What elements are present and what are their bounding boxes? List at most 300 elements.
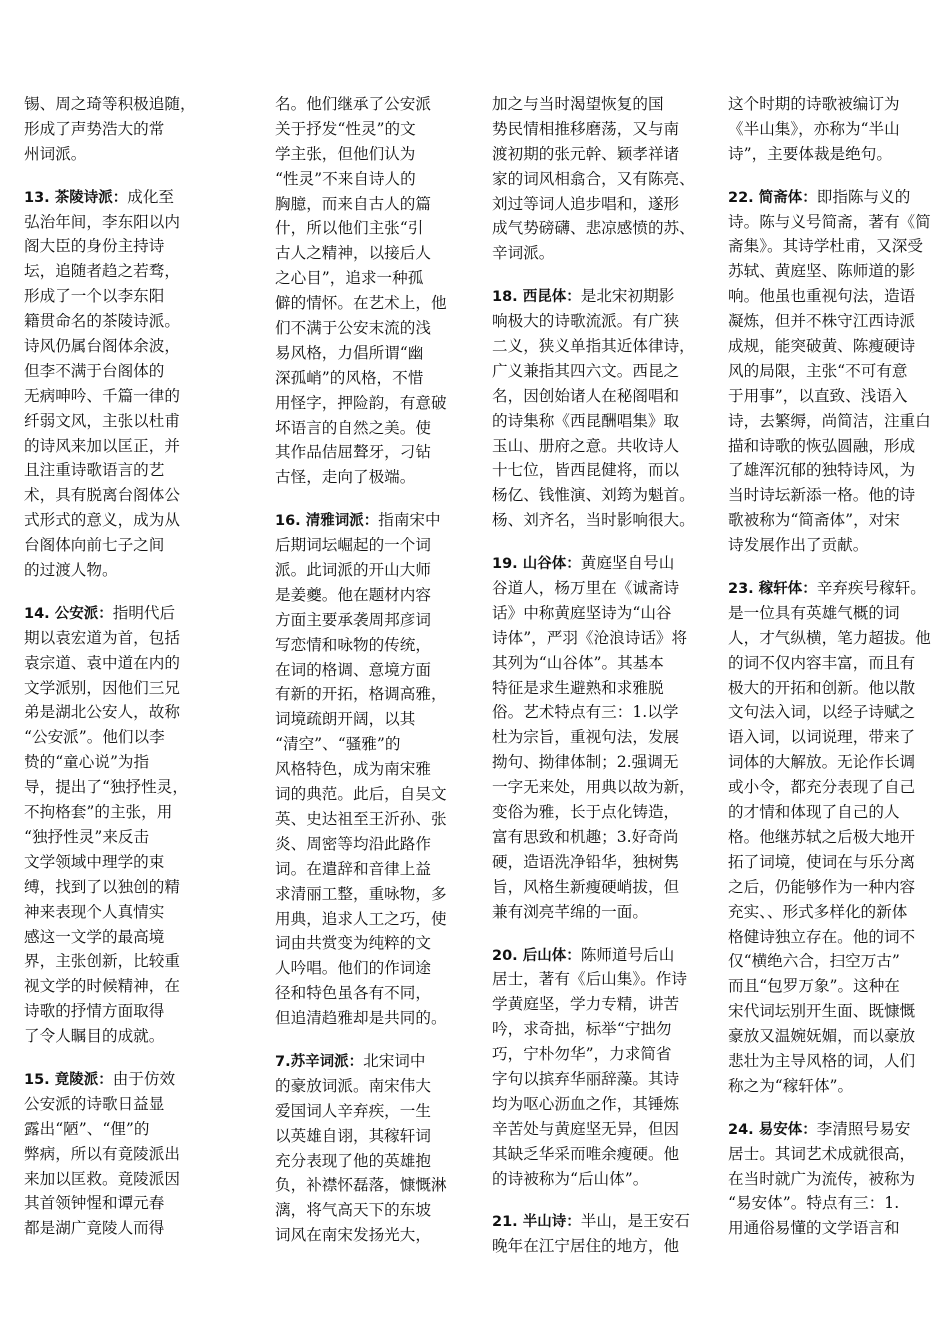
line-text: 阁大臣的身份主持诗: [24, 237, 165, 256]
line-text: 式形式的意义，成为从: [24, 511, 180, 530]
text-line: [24, 142, 200, 167]
text-line: [275, 366, 455, 391]
text-line: [728, 700, 931, 725]
entry-title: 21. 半山诗：: [492, 1214, 581, 1231]
line-text: 胸臆，而来自古人的篇: [275, 194, 431, 213]
text-line: [492, 1092, 704, 1117]
text-line: [275, 658, 455, 683]
line-text: 家的词风相翕合，又有陈亮、: [492, 169, 695, 188]
text-line: [492, 409, 704, 434]
line-text: 坏语言的自然之美。使: [275, 418, 431, 437]
line-text: 宋代词坛别开生面、既慷慨: [728, 1002, 916, 1021]
text-line: [492, 1117, 704, 1142]
text-line: [24, 309, 200, 334]
text-line: [275, 1099, 455, 1124]
text-line: [492, 1017, 704, 1042]
line-text: 人吟唱。他们的作词途: [275, 959, 431, 978]
text-line: [275, 508, 455, 533]
text-line: [728, 676, 931, 701]
line-text: 负，补襟怀磊落，慷慨淋: [275, 1176, 447, 1195]
line-text: “公安派”。他们以李: [24, 728, 165, 747]
text-line: [728, 725, 931, 750]
line-text: 人，才气纵横，笔力超拔。他: [728, 628, 931, 647]
glossary-entry: [275, 508, 455, 1031]
line-text: 公安派的诗歌日益显: [24, 1094, 165, 1113]
line-text: 语入词，以词说理，带来了: [728, 728, 916, 747]
text-line: [275, 583, 455, 608]
text-line: [492, 458, 704, 483]
text-line: [728, 117, 931, 142]
text-line: [728, 1049, 931, 1074]
text-line: [275, 316, 455, 341]
line-text: 的诗被称为“后山体”。: [492, 1169, 649, 1188]
line-text: 深孤峭”的风格，不惜: [275, 368, 424, 387]
line-text: 诗”，主要体裁是绝句。: [728, 144, 892, 163]
glossary-entry: [492, 551, 704, 924]
line-text: 悲壮为主导风格的词，人们: [728, 1051, 916, 1070]
line-text: 缚，找到了以独创的精: [24, 877, 180, 896]
text-line: [275, 1223, 455, 1248]
line-text: 神来表现个人真情实: [24, 902, 165, 921]
line-text: 加之与当时渴望恢复的国: [492, 95, 664, 113]
text-line: [728, 1024, 931, 1049]
line-text: 径和特色虽各有不同，: [275, 984, 431, 1003]
text-line: [24, 974, 200, 999]
text-line: [492, 943, 704, 968]
text-line: [275, 981, 455, 1006]
text-line: [275, 465, 455, 490]
entry-spacer: [492, 266, 704, 284]
text-line: [24, 651, 200, 676]
glossary-entry: [275, 1049, 455, 1248]
text-line: [24, 775, 200, 800]
line-text: 的豪放词派。南宋伟大: [275, 1076, 431, 1095]
line-text: 以英雄自诩，其稼轩词: [275, 1126, 431, 1145]
entry-spacer: [24, 167, 200, 185]
text-line: [275, 241, 455, 266]
line-text: 一字无来处，用典以故为新，: [492, 778, 695, 797]
line-text: 充实、、形式多样化的新体: [728, 902, 908, 921]
line-text: 成气势磅礴、悲凉感愤的苏、: [492, 219, 695, 238]
line-text: 杜为宗旨，重视句法，发展: [492, 728, 680, 747]
entry-title: 13. 茶陵诗派：: [24, 189, 128, 206]
entry-title: 22. 简斋体：: [728, 189, 817, 206]
line-text: 文句法入词，以经子诗赋之: [728, 703, 916, 722]
text-line: [728, 533, 931, 558]
line-text: “易安体”。特点有三：1.: [728, 1194, 900, 1213]
text-line: [275, 192, 455, 217]
line-text: 特征是求生避熟和求雅脱: [492, 678, 664, 697]
entry-spacer: [728, 558, 931, 576]
line-text: 辛苦处与黄庭坚无异，但因: [492, 1119, 680, 1138]
entry-title: 14. 公安派：: [24, 605, 113, 622]
line-text: 凝炼，但并不株守江西诗派: [728, 312, 916, 331]
text-line: [492, 192, 704, 217]
text-line: [728, 875, 931, 900]
text-line: [24, 234, 200, 259]
line-text: 词。在遣辞和音律上益: [275, 859, 431, 878]
line-text: 名，因创始诸人在秘阁唱和: [492, 386, 680, 405]
text-line: [492, 284, 704, 309]
line-text: 英、史达祖至王沂孙、张: [275, 809, 447, 828]
line-text: 台阁体向前七子之间: [24, 536, 165, 555]
line-text: 刘过等词人追步唱和，遂形: [492, 194, 680, 213]
line-text: 诗。陈与义号简斋，著有《简: [728, 212, 931, 231]
line-text: 用怪字，押险韵，有意破: [275, 393, 447, 412]
text-line: [275, 142, 455, 167]
line-text: 形成了一个以李东阳: [24, 287, 165, 306]
line-text: 术，具有脱离台阁体公: [24, 486, 180, 505]
text-line: [275, 956, 455, 981]
text-line: [275, 707, 455, 732]
line-text: 方面主要承袭周邦彦词: [275, 610, 431, 629]
line-text: 吟，求奇拙，标举“宁拙勿: [492, 1020, 672, 1039]
text-line: [275, 266, 455, 291]
text-line: [24, 1067, 200, 1092]
line-text: 豪放又温婉妩媚，而以豪放: [728, 1027, 916, 1046]
line-text: 拓了词境，使词在与乐分离: [728, 852, 916, 871]
entry-title: 20. 后山体：: [492, 947, 581, 964]
line-text: 其缺乏华采而唯余瘦硬。他: [492, 1144, 680, 1163]
line-text: 风的局限，主张“不可有意: [728, 361, 908, 380]
glossary-entry: [492, 284, 704, 533]
line-text: 谷道人，杨万里在《诚斋诗: [492, 579, 680, 598]
text-line: [492, 626, 704, 651]
text-line: [492, 483, 704, 508]
line-text: 即指陈与义的: [816, 187, 911, 206]
text-line: [24, 725, 200, 750]
line-text: “独抒性灵”来反击: [24, 827, 150, 846]
glossary-entry: [24, 92, 200, 167]
text-line: [24, 284, 200, 309]
text-line: [492, 700, 704, 725]
text-line: [728, 1216, 931, 1241]
line-text: 的才情和体现了自己的人: [728, 803, 900, 822]
line-text: 且注重诗歌语言的艺: [24, 461, 165, 480]
text-line: [728, 850, 931, 875]
text-line: [24, 334, 200, 359]
line-text: 文学领域中理学的束: [24, 852, 165, 871]
text-line: [728, 458, 931, 483]
entry-spacer: [728, 1099, 931, 1117]
text-line: [492, 825, 704, 850]
line-text: 词风在南宋发扬光大，: [275, 1226, 431, 1245]
entry-title: 18. 西昆体：: [492, 289, 581, 306]
line-text: 了雄浑沉郁的独特诗风，为: [728, 461, 916, 480]
text-line: [728, 925, 931, 950]
line-text: 词的典范。此后，自吴文: [275, 785, 447, 804]
line-text: “性灵”不来自诗人的: [275, 169, 416, 188]
line-text: 或小令，都充分表现了自己: [728, 778, 916, 797]
text-line: [24, 185, 200, 210]
line-text: 陈师道号后山: [580, 945, 675, 964]
line-text: 《半山集》，亦称为“半山: [728, 119, 900, 138]
line-text: 炎、周密等均沿此路作: [275, 834, 431, 853]
entry-spacer: [275, 1031, 455, 1049]
text-line: [728, 949, 931, 974]
line-text: 诗发展作出了贡献。: [728, 536, 869, 555]
entry-spacer: [275, 490, 455, 508]
text-line: [275, 1049, 455, 1074]
line-text: 形成了声势浩大的常: [24, 119, 165, 138]
text-line: [728, 210, 931, 235]
text-line: [492, 551, 704, 576]
line-text: 歌被称为“简斋体”，对宋: [728, 511, 900, 530]
text-line: [24, 1216, 200, 1241]
text-line: [24, 359, 200, 384]
line-text: 指明代后: [112, 603, 176, 622]
line-text: 僻的情怀。在艺术上，他: [275, 294, 447, 313]
text-line: [275, 633, 455, 658]
line-text: 但李不满于台阁体的: [24, 361, 165, 380]
line-text: 辛弃疾号稼轩。: [816, 579, 926, 598]
text-column-2: [275, 92, 455, 1248]
line-text: 苏轼、黄庭坚、陈师道的影: [728, 262, 916, 281]
line-text: 漓，将气高天下的东坡: [275, 1201, 431, 1220]
line-text: 二义，狭义单指其近体律诗，: [492, 337, 695, 356]
text-line: [728, 800, 931, 825]
line-text: 有新的开拓，格调高雅，: [275, 685, 447, 704]
line-text: 描和诗歌的恢弘圆融，形成: [728, 436, 916, 455]
text-line: [275, 92, 455, 117]
text-line: [492, 1167, 704, 1192]
text-line: [492, 384, 704, 409]
text-line: [492, 992, 704, 1017]
text-line: [728, 974, 931, 999]
line-text: 诗风仍属台阁体余波，: [24, 337, 180, 356]
text-line: [728, 775, 931, 800]
text-line: [728, 92, 931, 117]
text-line: [275, 807, 455, 832]
text-line: [492, 1142, 704, 1167]
line-text: 派。此词派的开山大师: [275, 561, 431, 580]
text-line: [24, 117, 200, 142]
line-text: 其作品佶屈聱牙，刁钻: [275, 443, 431, 462]
text-line: [24, 384, 200, 409]
text-line: [492, 900, 704, 925]
line-text: 这个时期的诗歌被编订为: [728, 95, 900, 113]
line-text: 古怪，走向了极端。: [275, 468, 416, 487]
line-text: 爱国词人辛弃疾，一生: [275, 1101, 431, 1120]
text-line: [24, 1117, 200, 1142]
line-text: 期以袁宏道为首，包括: [24, 628, 180, 647]
text-line: [492, 1209, 704, 1234]
entry-spacer: [24, 1049, 200, 1067]
text-line: [24, 850, 200, 875]
glossary-entry: [728, 92, 931, 167]
line-text: 于用事”，以直致、浅语入: [728, 386, 908, 405]
line-text: 用通俗易懂的文学语言和: [728, 1219, 900, 1238]
text-line: [275, 608, 455, 633]
line-text: 俗。艺术特点有三：1.以学: [492, 703, 679, 722]
entry-spacer: [492, 1191, 704, 1209]
entry-spacer: [492, 533, 704, 551]
text-line: [24, 1167, 200, 1192]
line-text: 锡、周之琦等积极追随，: [24, 95, 196, 113]
line-text: 居士。其词艺术成就很高，: [728, 1144, 916, 1163]
text-column-3: [492, 92, 704, 1259]
line-text: 字句以摈弃华丽辞藻。其诗: [492, 1069, 680, 1088]
text-line: [275, 533, 455, 558]
text-line: [728, 142, 931, 167]
text-line: [275, 732, 455, 757]
line-text: 弘治年间，李东阳以内: [24, 212, 180, 231]
line-text: 极大的开拓和创新。他以散: [728, 678, 916, 697]
text-line: [24, 210, 200, 235]
line-text: 不拘格套”的主张，用: [24, 803, 173, 822]
line-text: 写恋情和咏物的传统，: [275, 635, 431, 654]
text-line: [728, 284, 931, 309]
text-line: [24, 900, 200, 925]
text-line: [275, 857, 455, 882]
text-line: [728, 259, 931, 284]
line-text: 易风格，力倡所谓“幽: [275, 343, 424, 362]
text-line: [275, 757, 455, 782]
line-text: 杨、刘齐名，当时影响很大。: [492, 511, 695, 530]
text-line: [728, 1074, 931, 1099]
entry-spacer: [728, 167, 931, 185]
text-line: [275, 1173, 455, 1198]
text-line: [492, 775, 704, 800]
text-line: [492, 1067, 704, 1092]
text-line: [492, 167, 704, 192]
line-text: 北宋词中: [363, 1051, 426, 1070]
line-text: 词境疏朗开阔，以其: [275, 710, 416, 729]
text-line: [275, 416, 455, 441]
text-line: [24, 533, 200, 558]
line-text: 广义兼指其四六文。西昆之: [492, 361, 680, 380]
line-text: 籍贯命名的茶陵诗派。: [24, 312, 180, 331]
line-text: 感这一文学的最高境: [24, 927, 165, 946]
line-text: 贽的“童心说”为指: [24, 753, 150, 772]
text-line: [24, 925, 200, 950]
line-text: 其列为“山谷体”。其基本: [492, 653, 664, 672]
text-line: [728, 900, 931, 925]
line-text: 是北宋初期影: [580, 287, 675, 306]
line-text: 弟是湖北公安人，故称: [24, 703, 180, 722]
text-line: [728, 234, 931, 259]
glossary-entry: [275, 92, 455, 490]
line-text: 州词派。: [24, 144, 87, 163]
glossary-entry: [24, 1067, 200, 1241]
line-text: 纤弱文风，主张以杜甫: [24, 411, 180, 430]
text-line: [24, 676, 200, 701]
text-line: [728, 359, 931, 384]
text-line: [492, 117, 704, 142]
line-text: 成规，能突破黄、陈瘦硬诗: [728, 337, 916, 356]
text-line: [492, 750, 704, 775]
text-line: [492, 800, 704, 825]
line-text: 但追清趋雅却是共同的。: [275, 1009, 447, 1028]
line-text: 都是湖广竟陵人而得: [24, 1219, 165, 1238]
line-text: 当时诗坛新添一格。他的诗: [728, 486, 916, 505]
line-text: 了令人瞩目的成就。: [24, 1027, 165, 1046]
text-line: [728, 483, 931, 508]
text-line: [728, 384, 931, 409]
line-text: 露出“陋”、“俚”的: [24, 1119, 150, 1138]
entry-title: 24. 易安体：: [728, 1121, 817, 1138]
text-line: [24, 825, 200, 850]
line-text: 诗，去繁缛，尚简洁，注重白: [728, 411, 931, 430]
line-text: 之后，仍能够作为一种内容: [728, 877, 916, 896]
text-line: [275, 167, 455, 192]
line-text: 是一位具有英雄气概的词: [728, 603, 900, 622]
text-line: [24, 750, 200, 775]
glossary-entry: [24, 601, 200, 1049]
line-text: 的过渡人物。: [24, 561, 118, 580]
line-text: 古人之精神，以接后人: [275, 244, 431, 263]
line-text: 求清丽工整，重咏物，多: [275, 884, 447, 903]
text-line: [24, 999, 200, 1024]
text-line: [24, 800, 200, 825]
text-line: [275, 907, 455, 932]
text-line: [728, 825, 931, 850]
text-line: [492, 309, 704, 334]
text-line: [24, 1092, 200, 1117]
line-text: 硬，造语洗净铅华，独树隽: [492, 852, 680, 871]
line-text: 势民情相推移磨荡，又与南: [492, 119, 680, 138]
line-text: 来加以匡救。竟陵派因: [24, 1169, 180, 1188]
text-line: [728, 601, 931, 626]
line-text: 用典，追求人工之巧，使: [275, 909, 447, 928]
text-line: [275, 117, 455, 142]
glossary-entry: [492, 943, 704, 1192]
text-line: [275, 291, 455, 316]
entry-title: 15. 竟陵派：: [24, 1071, 113, 1088]
text-line: [492, 359, 704, 384]
text-line: [24, 508, 200, 533]
entry-spacer: [24, 583, 200, 601]
line-text: 风格特色，成为南宋雅: [275, 760, 431, 779]
line-text: 黄庭坚自号山: [580, 554, 675, 573]
text-line: [728, 1142, 931, 1167]
text-line: [728, 1191, 931, 1216]
text-line: [24, 700, 200, 725]
line-text: 兼有浏亮芊绵的一面。: [492, 902, 648, 921]
line-text: 拗句、拗律体制；2.强调无: [492, 753, 679, 772]
line-text: 文学派别，因他们三兄: [24, 678, 180, 697]
text-line: [24, 875, 200, 900]
text-line: [275, 216, 455, 241]
line-text: 在词的格调、意境方面: [275, 660, 431, 679]
line-text: 关于抒发“性灵”的文: [275, 119, 416, 138]
glossary-entry: [728, 1117, 931, 1241]
line-text: 诗体”，严羽《沧浪诗话》将: [492, 628, 688, 647]
text-line: [728, 626, 931, 651]
glossary-entry: [728, 576, 931, 1099]
line-text: 导，提出了“独抒性灵，: [24, 778, 188, 797]
text-line: [728, 334, 931, 359]
text-line: [275, 882, 455, 907]
text-line: [275, 1006, 455, 1031]
line-text: 仅“横绝六合，扫空万古”: [728, 952, 900, 971]
text-line: [24, 1024, 200, 1049]
text-line: [492, 241, 704, 266]
line-text: 的诗集称《西昆酬唱集》取: [492, 411, 680, 430]
line-text: 巧，宁朴勿华”，力求简省: [492, 1045, 672, 1064]
line-text: 斋集》。其诗学杜甫，又深受: [728, 237, 923, 256]
text-line: [275, 832, 455, 857]
line-text: 晚年在江宁居住的地方，他: [492, 1237, 680, 1256]
text-line: [492, 875, 704, 900]
text-line: [275, 1149, 455, 1174]
text-line: [728, 576, 931, 601]
text-line: [492, 576, 704, 601]
line-text: 坛，追随者趋之若骛，: [24, 262, 180, 281]
text-line: [275, 782, 455, 807]
text-line: [24, 1142, 200, 1167]
text-line: [492, 725, 704, 750]
